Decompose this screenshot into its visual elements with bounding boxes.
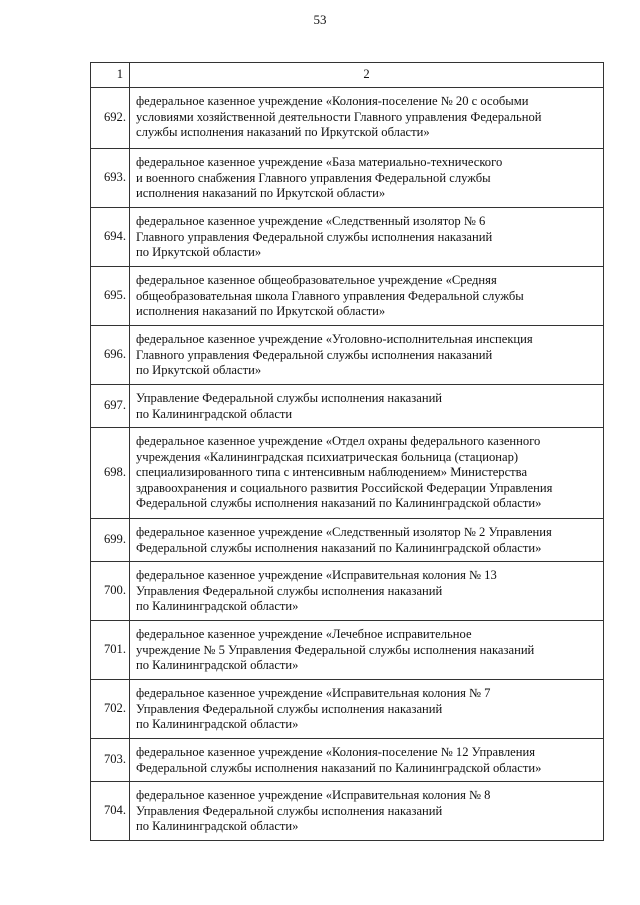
text-line: учреждение № 5 Управления Федеральной службы исполнения наказаний xyxy=(136,642,535,657)
row-number: 701. xyxy=(91,621,130,680)
table-row xyxy=(91,267,604,326)
row-institution-name xyxy=(130,680,604,739)
text-line: исполнения наказаний по Иркутской области» xyxy=(136,186,386,200)
text-line: условиями хозяйственной деятельности Главного управления Федеральной xyxy=(136,109,542,124)
text-line: учреждения «Калининградская психиатрическая больница (стационар) xyxy=(136,449,519,464)
text-line: и военного снабжения Главного управления Федеральной службы xyxy=(136,170,491,185)
row-institution-name xyxy=(130,208,604,267)
row-institution-name xyxy=(130,428,604,519)
row-number: 698. xyxy=(91,428,130,519)
text-line: федеральное казенное учреждение «Отдел охраны федерального казенного xyxy=(136,434,541,448)
text-line: федеральное казенное учреждение «Колония-поселение № 20 с особыми xyxy=(136,94,529,108)
text-line: федеральное казенное учреждение «База материально-технического xyxy=(136,155,503,169)
row-number: 694. xyxy=(91,208,130,267)
text-line: Управления Федеральной службы исполнения наказаний xyxy=(136,803,443,818)
row-institution-name xyxy=(130,519,604,562)
text-line: по Калининградской области» xyxy=(136,819,299,833)
table-row xyxy=(91,326,604,385)
text-line: федеральное казенное учреждение «Уголовно-исполнительная инспекция xyxy=(136,332,533,346)
text-line: Федеральной службы исполнения наказаний по Калининградской области» xyxy=(136,760,542,775)
text-line: по Калининградской области» xyxy=(136,599,299,613)
text-line: исполнения наказаний по Иркутской области» xyxy=(136,304,386,318)
text-line: федеральное казенное общеобразовательное учреждение «Средняя xyxy=(136,273,497,287)
row-number: 700. xyxy=(91,562,130,621)
table-row xyxy=(91,621,604,680)
row-number: 695. xyxy=(91,267,130,326)
row-institution-name xyxy=(130,267,604,326)
row-institution-name xyxy=(130,782,604,841)
text-line: Управления Федеральной службы исполнения наказаний xyxy=(136,701,443,716)
table-row xyxy=(91,149,604,208)
text-line: федеральное казенное учреждение «Следственный изолятор № 2 Управления xyxy=(136,525,552,539)
page-number: 53 xyxy=(313,12,327,27)
row-institution-name xyxy=(130,326,604,385)
row-institution-name xyxy=(130,149,604,208)
text-line: службы исполнения наказаний по Иркутской области» xyxy=(136,125,430,139)
text-line: Федеральной службы исполнения наказаний по Калининградской области» xyxy=(136,496,542,510)
row-number: 703. xyxy=(91,739,130,782)
text-line: федеральное казенное учреждение «Следственный изолятор № 6 xyxy=(136,214,486,228)
table-row xyxy=(91,428,604,519)
table-row xyxy=(91,739,604,782)
text-line: Главного управления Федеральной службы исполнения наказаний xyxy=(136,347,493,362)
text-line: Управления Федеральной службы исполнения наказаний xyxy=(136,583,443,598)
text-line: по Иркутской области» xyxy=(136,363,262,377)
table-row xyxy=(91,88,604,149)
row-institution-name xyxy=(130,739,604,782)
table-row xyxy=(91,680,604,739)
table-row xyxy=(91,562,604,621)
registry-table xyxy=(90,62,604,841)
row-number: 697. xyxy=(91,385,130,428)
header-row xyxy=(91,63,604,88)
row-institution-name xyxy=(130,562,604,621)
text-line: по Калининградской области» xyxy=(136,717,299,731)
text-line: по Иркутской области» xyxy=(136,245,262,259)
row-institution-name xyxy=(130,88,604,149)
row-number: 704. xyxy=(91,782,130,841)
header-col-name: 2 xyxy=(130,63,604,88)
table-row xyxy=(91,782,604,841)
text-line: федеральное казенное учреждение «Исправительная колония № 13 xyxy=(136,568,497,582)
row-institution-name xyxy=(130,621,604,680)
row-number: 699. xyxy=(91,519,130,562)
header-col-number: 1 xyxy=(91,63,130,88)
table-row xyxy=(91,208,604,267)
text-line: по Калининградской области xyxy=(136,406,293,421)
row-number: 696. xyxy=(91,326,130,385)
text-line: общеобразовательная школа Главного управления Федеральной службы xyxy=(136,288,524,303)
text-line: федеральное казенное учреждение «Колония-поселение № 12 Управления xyxy=(136,745,536,759)
row-number: 693. xyxy=(91,149,130,208)
text-line: Главного управления Федеральной службы исполнения наказаний xyxy=(136,229,493,244)
text-line: Управление Федеральной службы исполнения наказаний xyxy=(136,391,443,405)
table-row xyxy=(91,385,604,428)
table-body xyxy=(91,88,604,841)
table-row xyxy=(91,519,604,562)
text-line: здравоохранения и социального развития Российской Федерации Управления xyxy=(136,480,553,495)
row-number: 692. xyxy=(91,88,130,149)
text-line: федеральное казенное учреждение «Лечебное исправительное xyxy=(136,627,472,641)
text-line: по Калининградской области» xyxy=(136,658,299,672)
text-line: специализированного типа с интенсивным наблюдением» Министерства xyxy=(136,465,528,479)
text-line: Федеральной службы исполнения наказаний по Калининградской области» xyxy=(136,540,542,555)
text-line: федеральное казенное учреждение «Исправительная колония № 7 xyxy=(136,686,491,700)
row-institution-name xyxy=(130,385,604,428)
row-number: 702. xyxy=(91,680,130,739)
text-line: федеральное казенное учреждение «Исправительная колония № 8 xyxy=(136,788,491,802)
